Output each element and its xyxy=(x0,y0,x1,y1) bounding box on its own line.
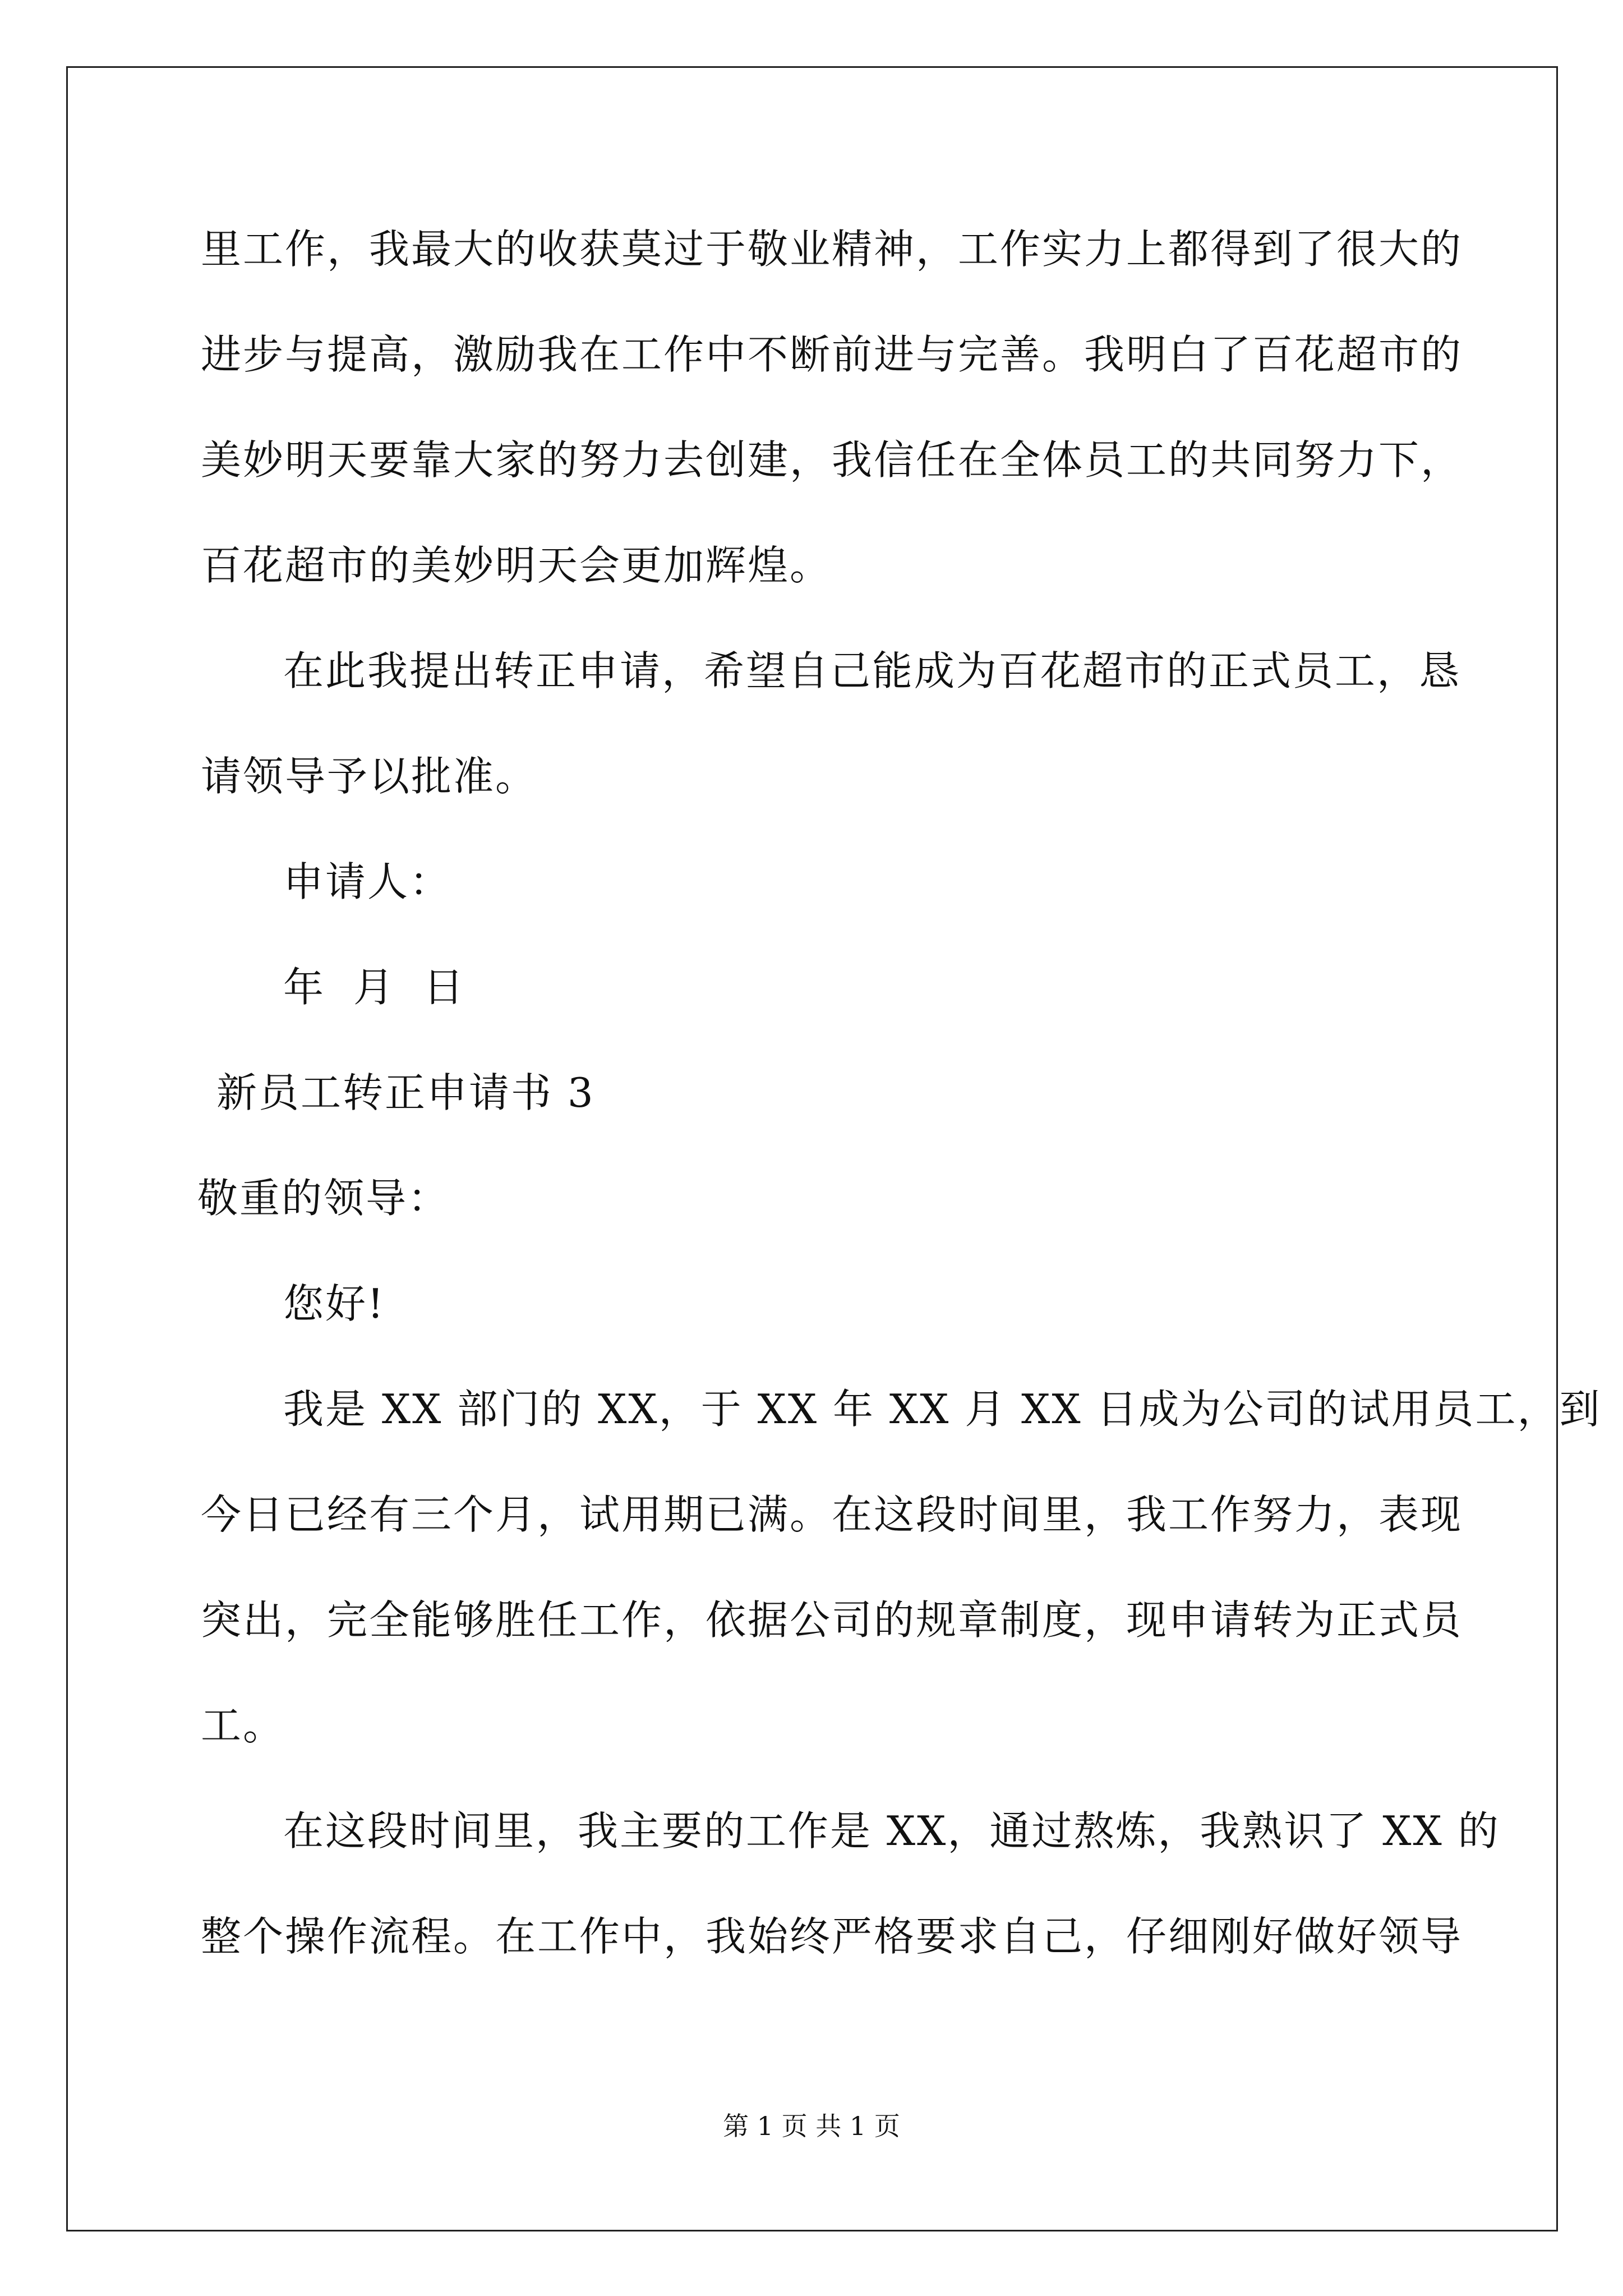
body-line-6: 请领导予以批准。 xyxy=(201,753,538,800)
greeting: 您好! xyxy=(283,1280,385,1327)
body-line-3: 美妙明天要靠大家的努力去创建，我信任在全体员工的共同努力下， xyxy=(201,436,1463,484)
section-title: 新员工转正申请书 3 xyxy=(216,1069,595,1116)
page-number-footer: 第 1 页 共 1 页 xyxy=(723,2111,900,2141)
body-line-12: 整个操作流程。在工作中，我始终严格要求自己，仔细刚好做好领导 xyxy=(201,1913,1463,1960)
body-line-4: 百花超市的美妙明天会更加辉煌。 xyxy=(201,542,832,589)
body-line-7: 我是 XX 部门的 XX，于 XX 年 XX 月 XX 日成为公司的试用员工，到 xyxy=(283,1386,1602,1433)
body-line-9: 突出，完全能够胜任工作，依据公司的规章制度，现申请转为正式员 xyxy=(201,1596,1463,1644)
salutation: 敬重的领导： xyxy=(197,1175,450,1222)
body-line-2: 进步与提高，激励我在工作中不断前进与完善。我明白了百花超市的 xyxy=(201,331,1463,378)
applicant-label: 申请人： xyxy=(283,858,452,905)
date-line: 年 月 日 xyxy=(283,964,465,1011)
body-line-10: 工。 xyxy=(201,1702,285,1749)
body-line-8: 今日已经有三个月，试用期已满。在这段时间里，我工作努力，表现 xyxy=(201,1491,1463,1538)
body-line-5: 在此我提出转正申请，希望自己能成为百花超市的正式员工，恳 xyxy=(283,647,1461,694)
page-border xyxy=(66,66,1558,2231)
body-line-1: 里工作，我最大的收获莫过于敬业精神，工作实力上都得到了很大的 xyxy=(201,226,1463,273)
body-line-11: 在这段时间里，我主要的工作是 XX，通过熬炼，我熟识了 XX 的 xyxy=(283,1807,1500,1855)
